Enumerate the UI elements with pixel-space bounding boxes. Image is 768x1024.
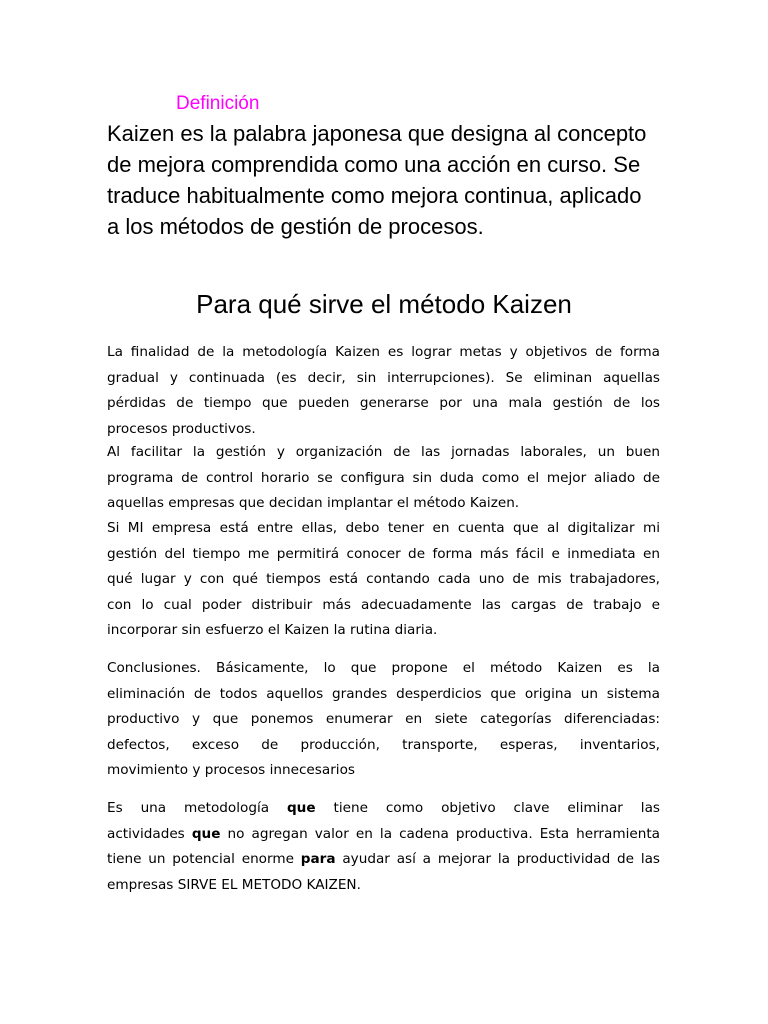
text-line: Al facilitar la gestión y organización de las jornadas laborales, un buen — [107, 444, 660, 460]
text-run: no agregan valor en la cadena productiva. Esta herramienta — [220, 825, 660, 842]
text-run: tiene como objetivo clave eliminar las — [315, 800, 660, 816]
definition-line: a los métodos de gestión de procesos. — [107, 214, 484, 239]
paragraph-methodology — [107, 796, 660, 898]
section-heading: Para qué sirve el método Kaizen — [196, 289, 572, 319]
text-line: movimiento y procesos innecesarios — [107, 762, 355, 779]
text-line: productivo y que ponemos enumerar en siete categorías diferenciadas: — [107, 711, 660, 728]
text-line — [107, 822, 660, 848]
text-line: procesos productivos. — [107, 420, 256, 437]
text-line: Conclusiones. Básicamente, lo que propone el método Kaizen es la — [107, 660, 660, 676]
definition-line: traduce habitualmente como mejora continua, aplicado — [107, 183, 642, 208]
text-line: La finalidad de la metodología Kaizen es lograr metas y objetivos de forma — [107, 344, 660, 360]
text-line: gestión del tiempo me permitirá conocer de forma más fácil e inmediata en — [107, 545, 660, 562]
text-run: Es una metodología — [107, 800, 287, 816]
text-line: gradual y continuada (es decir, sin interrupciones). Se eliminan aquellas — [107, 369, 660, 386]
text-line: Si MI empresa está entre ellas, debo tener en cuenta que al digitalizar mi — [107, 520, 660, 536]
text-line: defectos, exceso de producción, transporte, esperas, inventarios, — [107, 736, 660, 753]
text-line — [107, 847, 660, 873]
paragraph-conclusions — [107, 656, 660, 784]
text-line — [107, 796, 660, 822]
text-line: pérdidas de tiempo que pueden generarse por una mala gestión de los — [107, 395, 660, 412]
text-line: empresas SIRVE EL METODO KAIZEN. — [107, 876, 361, 893]
bold-word: para — [300, 851, 336, 868]
text-line: incorporar sin esfuerzo el Kaizen la rutina diaria. — [107, 622, 438, 639]
definition-line: Kaizen es la palabra japonesa que designa al concepto — [107, 121, 647, 146]
text-run: actividades — [107, 825, 192, 842]
bold-word: que — [286, 800, 316, 816]
definition-text — [107, 118, 667, 242]
paragraph-time-control — [107, 440, 660, 517]
text-run: tiene un potencial enorme — [107, 851, 301, 868]
paragraph-purpose — [107, 340, 660, 442]
bold-word: que — [191, 825, 221, 842]
text-line: aquellas empresas que decidan implantar el método Kaizen. — [107, 495, 520, 512]
text-line: programa de control horario se configura sin duda como el mejor aliado de — [107, 469, 660, 486]
text-run: ayudar así a mejorar la productividad de las — [335, 851, 661, 868]
definition-line: de mejora comprendida como una acción en curso. Se — [107, 152, 641, 177]
text-line: qué lugar y con qué tiempos está contando cada uno de mis trabajadores, — [107, 571, 660, 588]
text-line: con lo cual poder distribuir más adecuadamente las cargas de trabajo e — [107, 596, 660, 613]
paragraph-digitalization — [107, 516, 660, 644]
text-line: eliminación de todos aquellos grandes desperdicios que origina un sistema — [107, 685, 660, 702]
definition-heading: Definición — [176, 93, 260, 114]
